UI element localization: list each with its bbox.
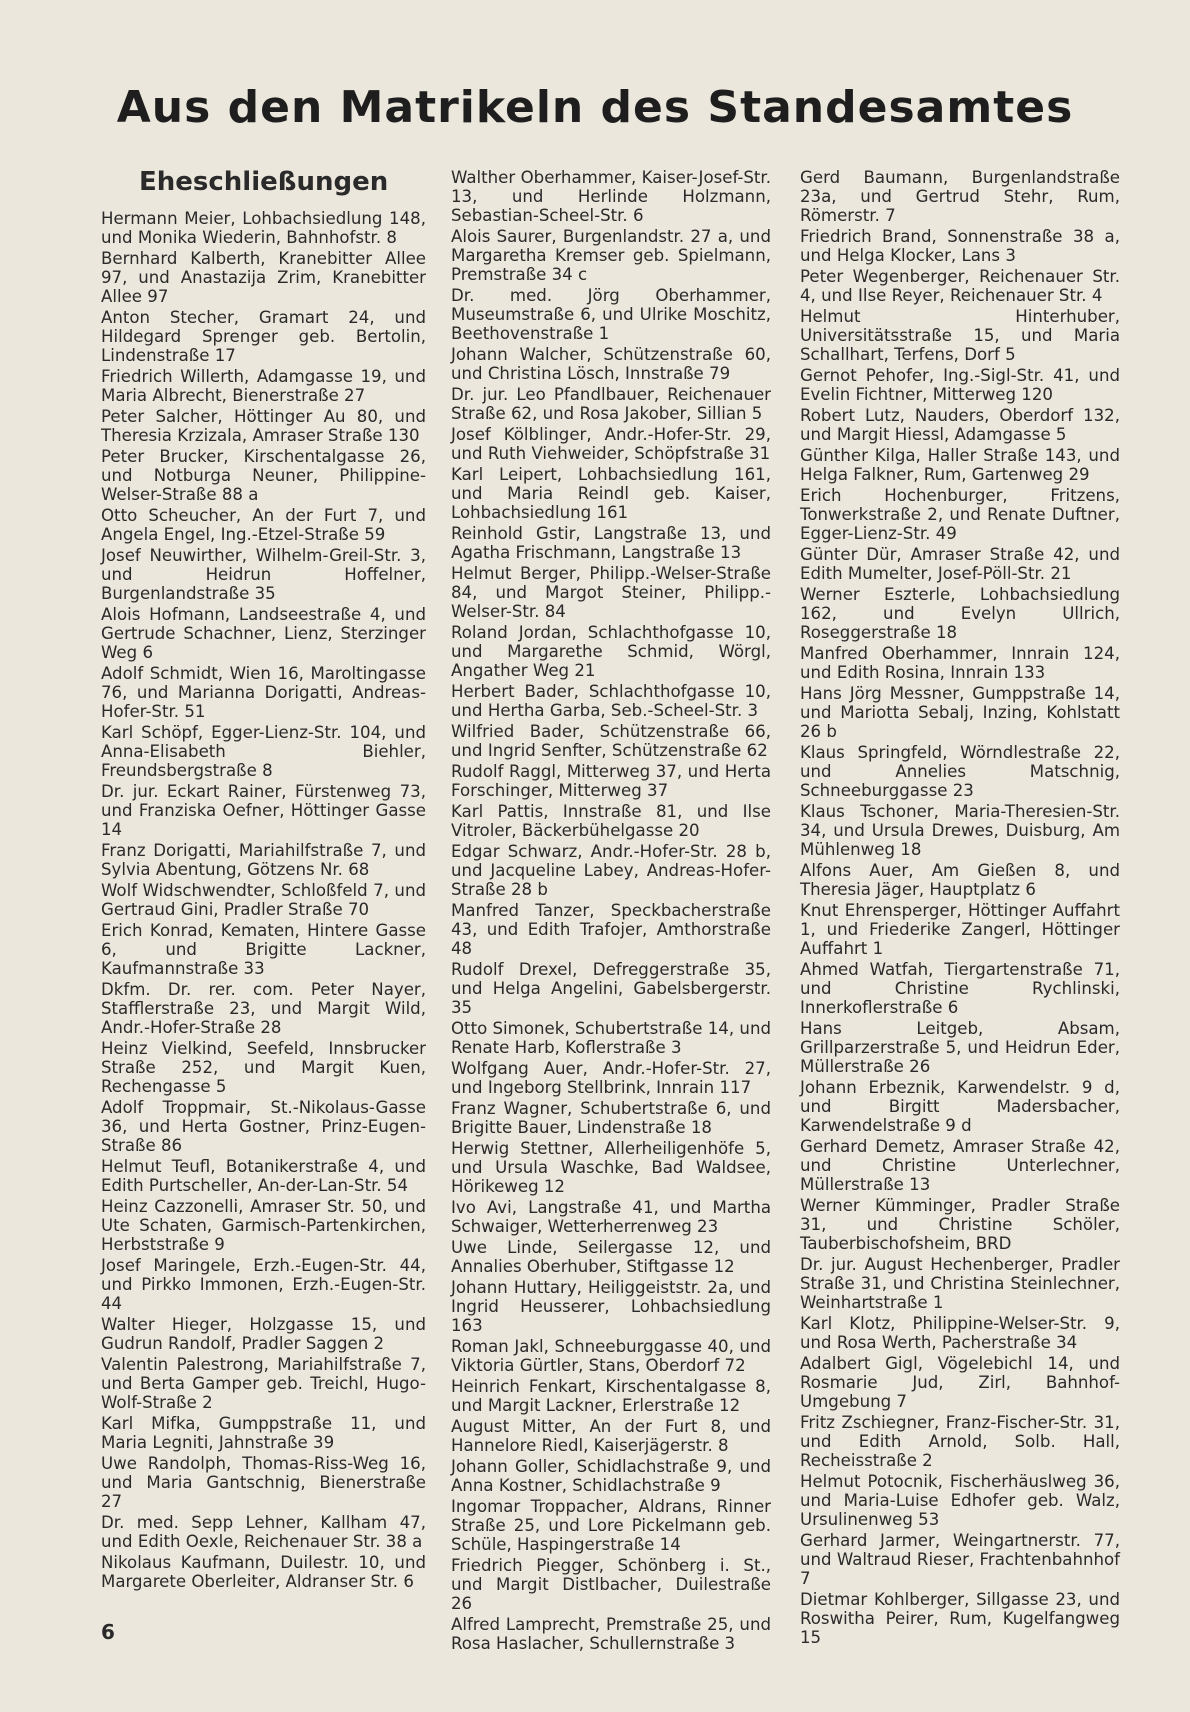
column-3 — [800, 168, 1120, 1649]
marriage-entry: Hans Jörg Messner, Gumppstraße 14, und Mariotta Sebalj, Inzing, Kohlstatt 26 b — [800, 684, 1120, 741]
marriage-entry: Dr. med. Sepp Lehner, Kallham 47, und Edith Oexle, Reichenauer Str. 38 a — [101, 1513, 426, 1551]
marriage-entry: Edgar Schwarz, Andr.-Hofer-Str. 28 b, und Jacqueline Labey, Andreas-Hofer-Straße 28 b — [451, 842, 771, 899]
marriage-entry: Friedrich Willerth, Adamgasse 19, und Maria Albrecht, Bienerstraße 27 — [101, 367, 426, 405]
marriage-entry: Franz Dorigatti, Mariahilfstraße 7, und Sylvia Abentung, Götzens Nr. 68 — [101, 841, 426, 879]
marriage-entry: Karl Pattis, Innstraße 81, und Ilse Vitroler, Bäckerbühelgasse 20 — [451, 802, 771, 840]
marriage-entry: Franz Wagner, Schubertstraße 6, und Brigitte Bauer, Lindenstraße 18 — [451, 1099, 771, 1137]
marriage-entry: Werner Kümminger, Pradler Straße 31, und Christine Schöler, Tauberbischofsheim, BRD — [800, 1196, 1120, 1253]
entry-list — [101, 209, 426, 1591]
marriage-entry: Valentin Palestrong, Mariahilfstraße 7, und Berta Gamper geb. Treichl, Hugo-Wolf-Straße 2 — [101, 1355, 426, 1412]
marriage-entry: Gerhard Jarmer, Weingartnerstr. 77, und Waltraud Rieser, Frachtenbahnhof 7 — [800, 1531, 1120, 1588]
marriage-entry: Robert Lutz, Nauders, Oberdorf 132, und Margit Hiessl, Adamgasse 5 — [800, 406, 1120, 444]
marriage-entry: Dietmar Kohlberger, Sillgasse 23, und Roswitha Peirer, Rum, Kugelfangweg 15 — [800, 1590, 1120, 1647]
marriage-entry: Gerd Baumann, Burgenlandstraße 23a, und Gertrud Stehr, Rum, Römerstr. 7 — [800, 168, 1120, 225]
marriage-entry: Karl Leipert, Lohbachsiedlung 161, und Maria Reindl geb. Kaiser, Lohbachsiedlung 161 — [451, 465, 771, 522]
marriage-entry: Anton Stecher, Gramart 24, und Hildegard Sprenger geb. Bertolin, Lindenstraße 17 — [101, 308, 426, 365]
marriage-entry: Manfred Tanzer, Speckbacherstraße 43, und Edith Trafojer, Amthorstraße 48 — [451, 901, 771, 958]
entry-list — [800, 168, 1120, 1647]
marriage-entry: Karl Schöpf, Egger-Lienz-Str. 104, und Anna-Elisabeth Biehler, Freundsbergstraße 8 — [101, 723, 426, 780]
marriage-entry: Dkfm. Dr. rer. com. Peter Nayer, Stafflerstraße 23, und Margit Wild, Andr.-Hofer-Straße 28 — [101, 980, 426, 1037]
marriage-entry: Dr. med. Jörg Oberhammer, Museumstraße 6, und Ulrike Moschitz, Beethovenstraße 1 — [451, 286, 771, 343]
marriage-entry: Peter Brucker, Kirschentalgasse 26, und Notburga Neuner, Philippine-Welser-Straße 88 a — [101, 447, 426, 504]
marriage-entry: Herbert Bader, Schlachthofgasse 10, und Hertha Garba, Seb.-Scheel-Str. 3 — [451, 682, 771, 720]
marriage-entry: Günter Dür, Amraser Straße 42, und Edith Mumelter, Josef-Pöll-Str. 21 — [800, 545, 1120, 583]
entry-list — [451, 168, 771, 1653]
marriage-entry: Walter Hieger, Holzgasse 15, und Gudrun Randolf, Pradler Saggen 2 — [101, 1315, 426, 1353]
marriage-entry: Johann Goller, Schidlachstraße 9, und Anna Kostner, Schidlachstraße 9 — [451, 1457, 771, 1495]
section-heading: Eheschließungen — [139, 167, 389, 197]
marriage-entry: Günther Kilga, Haller Straße 143, und Helga Falkner, Rum, Gartenweg 29 — [800, 446, 1120, 484]
marriage-entry: Karl Mifka, Gumppstraße 11, und Maria Legniti, Jahnstraße 39 — [101, 1414, 426, 1452]
marriage-entry: Dr. jur. Eckart Rainer, Fürstenweg 73, und Franziska Oefner, Höttinger Gasse 14 — [101, 782, 426, 839]
marriage-entry: Josef Maringele, Erzh.-Eugen-Str. 44, und Pirkko Immonen, Erzh.-Eugen-Str. 44 — [101, 1256, 426, 1313]
marriage-entry: Uwe Randolph, Thomas-Riss-Weg 16, und Maria Gantschnig, Bienerstraße 27 — [101, 1454, 426, 1511]
marriage-entry: Fritz Zschiegner, Franz-Fischer-Str. 31, und Edith Arnold, Solb. Hall, Recheisstraße 2 — [800, 1413, 1120, 1470]
marriage-entry: Dr. jur. Leo Pfandlbauer, Reichenauer Straße 62, und Rosa Jakober, Sillian 5 — [451, 385, 771, 423]
marriage-entry: Gerhard Demetz, Amraser Straße 42, und Christine Unterlechner, Müllerstraße 13 — [800, 1137, 1120, 1194]
marriage-entry: Herwig Stettner, Allerheiligenhöfe 5, und Ursula Waschke, Bad Waldsee, Hörikeweg 12 — [451, 1139, 771, 1196]
marriage-entry: Friedrich Piegger, Schönberg i. St., und Margit Distlbacher, Duilestraße 26 — [451, 1556, 771, 1613]
marriage-entry: Alfons Auer, Am Gießen 8, und Theresia Jäger, Hauptplatz 6 — [800, 861, 1120, 899]
marriage-entry: Nikolaus Kaufmann, Duilestr. 10, und Margarete Oberleiter, Aldranser Str. 6 — [101, 1553, 426, 1591]
marriage-entry: Helmut Berger, Philipp.-Welser-Straße 84, und Margot Steiner, Philipp.-Welser-Str. 84 — [451, 564, 771, 621]
marriage-entry: Klaus Tschoner, Maria-Theresien-Str. 34, und Ursula Drewes, Duisburg, Am Mühlenweg 18 — [800, 802, 1120, 859]
marriage-entry: Walther Oberhammer, Kaiser-Josef-Str. 13, und Herlinde Holzmann, Sebastian-Scheel-Str. 6 — [451, 168, 771, 225]
marriage-entry: Erich Hochenburger, Fritzens, Tonwerkstraße 2, und Renate Duftner, Egger-Lienz-Str. 49 — [800, 486, 1120, 543]
marriage-entry: Wolf Widschwendter, Schloßfeld 7, und Gertraud Gini, Pradler Straße 70 — [101, 881, 426, 919]
marriage-entry: Alois Saurer, Burgenlandstr. 27 a, und Margaretha Kremser geb. Spielmann, Premstraße 34 c — [451, 227, 771, 284]
marriage-entry: Hans Leitgeb, Absam, Grillparzerstraße 5, und Heidrun Eder, Müllerstraße 26 — [800, 1019, 1120, 1076]
marriage-entry: Ivo Avi, Langstraße 41, und Martha Schwaiger, Wetterherrenweg 23 — [451, 1198, 771, 1236]
marriage-entry: Adalbert Gigl, Vögelebichl 14, und Rosmarie Jud, Zirl, Bahnhof-Umgebung 7 — [800, 1354, 1120, 1411]
marriage-entry: Dr. jur. August Hechenberger, Pradler Straße 31, und Christina Steinlechner, Weinhartstraße 1 — [800, 1255, 1120, 1312]
marriage-entry: Erich Konrad, Kematen, Hintere Gasse 6, und Brigitte Lackner, Kaufmannstraße 33 — [101, 921, 426, 978]
marriage-entry: Helmut Teufl, Botanikerstraße 4, und Edith Purtscheller, An-der-Lan-Str. 54 — [101, 1157, 426, 1195]
marriage-entry: Peter Salcher, Höttinger Au 80, und Theresia Krzizala, Amraser Straße 130 — [101, 407, 426, 445]
marriage-entry: Heinz Cazzonelli, Amraser Str. 50, und Ute Schaten, Garmisch-Partenkirchen, Herbststraße 9 — [101, 1197, 426, 1254]
marriage-entry: Hermann Meier, Lohbachsiedlung 148, und Monika Wiederin, Bahnhofstr. 8 — [101, 209, 426, 247]
marriage-entry: August Mitter, An der Furt 8, und Hannelore Riedl, Kaiserjägerstr. 8 — [451, 1417, 771, 1455]
page-number: 6 — [101, 1620, 115, 1644]
marriage-entry: Otto Simonek, Schubertstraße 14, und Renate Harb, Koflerstraße 3 — [451, 1019, 771, 1057]
marriage-entry: Heinz Vielkind, Seefeld, Innsbrucker Straße 252, und Margit Kuen, Rechengasse 5 — [101, 1039, 426, 1096]
marriage-entry: Klaus Springfeld, Wörndlestraße 22, und Annelies Matschnig, Schneeburggasse 23 — [800, 743, 1120, 800]
marriage-entry: Wolfgang Auer, Andr.-Hofer-Str. 27, und Ingeborg Stellbrink, Innrain 117 — [451, 1059, 771, 1097]
marriage-entry: Peter Wegenberger, Reichenauer Str. 4, und Ilse Reyer, Reichenauer Str. 4 — [800, 267, 1120, 305]
page-title: Aus den Matrikeln des Standesamtes — [116, 82, 1074, 133]
marriage-entry: Rudolf Raggl, Mitterweg 37, und Herta Forschinger, Mitterweg 37 — [451, 762, 771, 800]
marriage-entry: Uwe Linde, Seilergasse 12, und Annalies Oberhuber, Stiftgasse 12 — [451, 1238, 771, 1276]
marriage-entry: Werner Eszterle, Lohbachsiedlung 162, und Evelyn Ullrich, Roseggerstraße 18 — [800, 585, 1120, 642]
marriage-entry: Reinhold Gstir, Langstraße 13, und Agatha Frischmann, Langstraße 13 — [451, 524, 771, 562]
marriage-entry: Karl Klotz, Philippine-Welser-Str. 9, und Rosa Werth, Pacherstraße 34 — [800, 1314, 1120, 1352]
marriage-entry: Johann Huttary, Heiliggeiststr. 2a, und Ingrid Heusserer, Lohbachsiedlung 163 — [451, 1278, 771, 1335]
marriage-entry: Gernot Pehofer, Ing.-Sigl-Str. 41, und Evelin Fichtner, Mitterweg 120 — [800, 366, 1120, 404]
marriage-entry: Roland Jordan, Schlachthofgasse 10, und Margarethe Schmid, Wörgl, Angather Weg 21 — [451, 623, 771, 680]
marriage-entry: Roman Jakl, Schneeburggasse 40, und Viktoria Gürtler, Stans, Oberdorf 72 — [451, 1337, 771, 1375]
marriage-entry: Adolf Schmidt, Wien 16, Maroltingasse 76, und Marianna Dorigatti, Andreas-Hofer-Str. 51 — [101, 664, 426, 721]
marriage-entry: Wilfried Bader, Schützenstraße 66, und Ingrid Senfter, Schützenstraße 62 — [451, 722, 771, 760]
marriage-entry: Josef Neuwirther, Wilhelm-Greil-Str. 3, und Heidrun Hoffelner, Burgenlandstraße 35 — [101, 546, 426, 603]
marriage-entry: Heinrich Fenkart, Kirschentalgasse 8, und Margit Lackner, Erlerstraße 12 — [451, 1377, 771, 1415]
marriage-entry: Helmut Potocnik, Fischerhäuslweg 36, und Maria-Luise Edhofer geb. Walz, Ursulinenweg 53 — [800, 1472, 1120, 1529]
marriage-entry: Manfred Oberhammer, Innrain 124, und Edith Rosina, Innrain 133 — [800, 644, 1120, 682]
marriage-entry: Adolf Troppmair, St.-Nikolaus-Gasse 36, und Herta Gostner, Prinz-Eugen-Straße 86 — [101, 1098, 426, 1155]
marriage-entry: Ahmed Watfah, Tiergartenstraße 71, und Christine Rychlinski, Innerkoflerstraße 6 — [800, 960, 1120, 1017]
marriage-entry: Johann Walcher, Schützenstraße 60, und Christina Lösch, Innstraße 79 — [451, 345, 771, 383]
marriage-entry: Friedrich Brand, Sonnenstraße 38 a, und Helga Klocker, Lans 3 — [800, 227, 1120, 265]
marriage-entry: Otto Scheucher, An der Furt 7, und Angela Engel, Ing.-Etzel-Straße 59 — [101, 506, 426, 544]
marriage-entry: Alois Hofmann, Landseestraße 4, und Gertrude Schachner, Lienz, Sterzinger Weg 6 — [101, 605, 426, 662]
marriage-entry: Helmut Hinterhuber, Universitätsstraße 15, und Maria Schallhart, Terfens, Dorf 5 — [800, 307, 1120, 364]
marriage-entry: Bernhard Kalberth, Kranebitter Allee 97, und Anastazija Zrim, Kranebitter Allee 97 — [101, 249, 426, 306]
column-1 — [101, 169, 426, 1593]
marriage-entry: Alfred Lamprecht, Premstraße 25, und Rosa Haslacher, Schullernstraße 3 — [451, 1615, 771, 1653]
marriage-entry: Knut Ehrensperger, Höttinger Auffahrt 1, und Friederike Zangerl, Höttinger Auffahrt 1 — [800, 901, 1120, 958]
marriage-entry: Josef Kölblinger, Andr.-Hofer-Str. 29, und Ruth Viehweider, Schöpfstraße 31 — [451, 425, 771, 463]
marriage-entry: Rudolf Drexel, Defreggerstraße 35, und Helga Angelini, Gabelsbergerstr. 35 — [451, 960, 771, 1017]
column-2 — [451, 168, 771, 1655]
marriage-entry: Ingomar Troppacher, Aldrans, Rinner Straße 25, und Lore Pickelmann geb. Schüle, Haspingerstraße 14 — [451, 1497, 771, 1554]
marriage-entry: Johann Erbeznik, Karwendelstr. 9 d, und Birgitt Madersbacher, Karwendelstraße 9 d — [800, 1078, 1120, 1135]
